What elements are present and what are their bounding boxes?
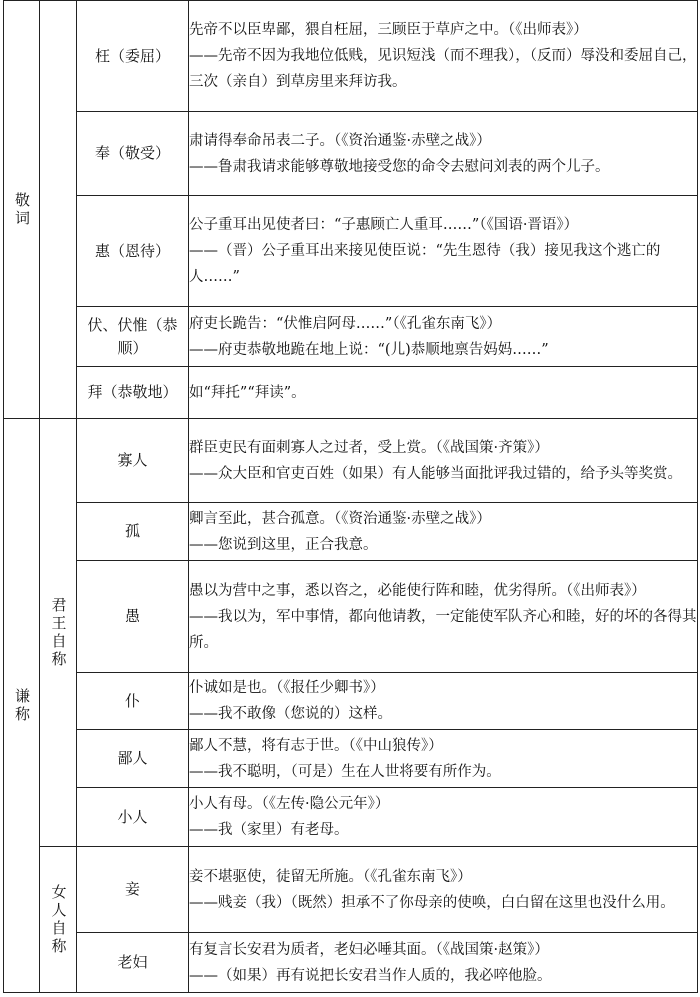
example-text: 卿言至此，甚合孤意。（《资治通鉴·赤壁之战》） <box>189 510 491 527</box>
content-cell <box>189 419 698 503</box>
example-text: 有复言长安君为质者，老妇必唾其面。（《战国策·赵策》） <box>189 941 549 958</box>
translation-text: ——我（家里）有老母。 <box>189 822 349 838</box>
table-row <box>4 730 698 788</box>
term-cell: 伏、伏惟（恭顺） <box>77 307 189 367</box>
translation-text: ——鲁肃我请求能够尊敬地接受您的命令去慰问刘表的两个儿子。 <box>189 158 610 175</box>
example-text: 小人有母。（《左传·隐公元年》） <box>189 796 390 812</box>
term-cell: 鄙人 <box>77 730 189 788</box>
content-cell <box>189 196 698 307</box>
content-cell <box>189 1 698 112</box>
table-row <box>4 307 698 367</box>
example-text: 鄙人不慧，将有志于世。（《中山狼传》） <box>189 737 443 754</box>
term-cell: 奉（敬受） <box>77 112 189 196</box>
example-text: 如“拜托”“拜读”。 <box>189 384 306 401</box>
term-cell: 拜（恭敬地） <box>77 367 189 419</box>
translation-text: ——我不聪明，（可是）生在人世将要有所作为。 <box>189 763 501 780</box>
content-cell <box>189 112 698 196</box>
example-text: 先帝不以臣卑鄙，猥自枉屈，三顾臣于草庐之中。（《出师表》） <box>189 22 588 38</box>
translation-text: ——（晋）公子重耳出来接见使臣说：“先生恩待（我）接见我这个逃亡的人……” <box>189 243 661 285</box>
term-cell: 惠（恩待） <box>77 196 189 307</box>
example-text: 妾不堪驱使，徒留无所施。（《孔雀东南飞》） <box>189 868 472 885</box>
example-text: 公子重耳出见使者曰：“子惠顾亡人重耳……”（《国语·晋语》） <box>189 217 579 233</box>
translation-text: ——（如果）再有说把长安君当作人质的，我必啐他脸。 <box>189 967 552 984</box>
example-text: 群臣吏民有面刺寡人之过者，受上赏。（《战国策·齐策》） <box>189 439 549 456</box>
table-row <box>4 561 698 673</box>
content-cell <box>189 673 698 730</box>
category-humble: 谦称 <box>4 419 40 993</box>
example-text: 愚以为营中之事，悉以咨之，必能使行阵和睦，优劣得所。（《出师表》） <box>189 582 646 599</box>
term-cell: 小人 <box>77 788 189 847</box>
term-cell: 妾 <box>77 847 189 933</box>
example-text: 肃请得奉命吊表二子。（《资治通鉴·赤壁之战》） <box>189 132 491 149</box>
term-cell: 寡人 <box>77 419 189 503</box>
term-cell: 枉（委屈） <box>77 1 189 112</box>
content-cell <box>189 788 698 847</box>
table-row <box>4 503 698 561</box>
table-row <box>4 1 698 112</box>
translation-text: ——府吏恭敬地跪在地上说：“(儿)恭顺地禀告妈妈……” <box>189 341 549 358</box>
content-cell <box>189 367 698 419</box>
table-row <box>4 419 698 503</box>
content-cell <box>189 933 698 993</box>
term-cell: 老妇 <box>77 933 189 993</box>
table-row <box>4 673 698 730</box>
content-cell <box>189 561 698 673</box>
translation-text: ——您说到这里，正合我意。 <box>189 536 378 553</box>
term-cell: 仆 <box>77 673 189 730</box>
translation-text: ——众大臣和官吏百姓（如果）有人能够当面批评我过错的，给予头等奖赏。 <box>189 465 682 482</box>
empty-subcategory-cell <box>40 1 77 419</box>
table-row <box>4 847 698 933</box>
term-cell: 愚 <box>77 561 189 673</box>
table-row <box>4 788 698 847</box>
content-cell <box>189 847 698 933</box>
table-row <box>4 367 698 419</box>
content-cell <box>189 503 698 561</box>
translation-text: ——我不敢像（您说的）这样。 <box>189 706 392 722</box>
translation-text: ——贱妾（我）（既然）担承不了你母亲的使唤，白白留在这里也没什么用。 <box>189 894 675 911</box>
content-cell <box>189 730 698 788</box>
translation-text: ——先帝不因为我地位低贱，见识短浅（而不理我），（反而）辱没和委屈自己，三次（亲自）到草房里来拜访我。 <box>189 48 697 90</box>
table-row <box>4 112 698 196</box>
translation-text: ——我以为，军中事情，都向他请教，一定能使军队齐心和睦，好的坏的各得其所。 <box>189 608 697 651</box>
honorific-table <box>3 0 698 993</box>
subcategory-woman: 女人自称 <box>40 847 77 993</box>
term-cell: 孤 <box>77 503 189 561</box>
table-row <box>4 196 698 307</box>
table-row <box>4 933 698 993</box>
example-text: 府吏长跪告：“伏惟启阿母……”（《孔雀东南飞》） <box>189 315 502 332</box>
category-respect: 敬词 <box>4 1 40 419</box>
example-text: 仆诚如是也。（《报任少卿书》） <box>189 680 385 696</box>
content-cell <box>189 307 698 367</box>
subcategory-ruler: 君王自称 <box>40 419 77 847</box>
